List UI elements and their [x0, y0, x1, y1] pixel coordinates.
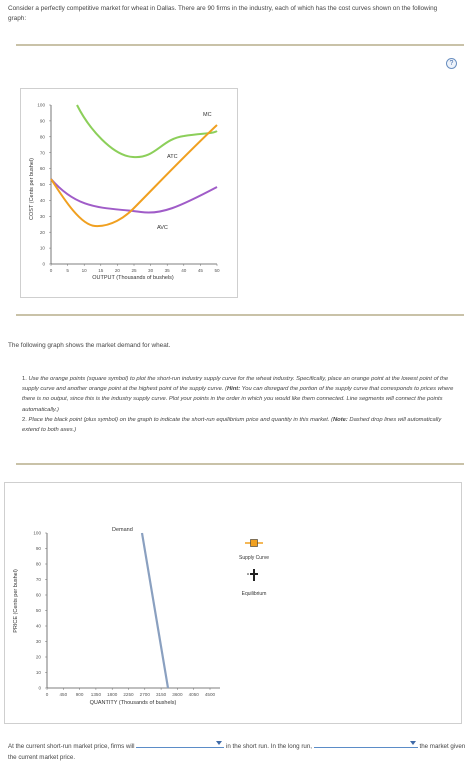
chevron-down-icon	[216, 741, 222, 745]
x-tick-label: 900	[75, 692, 84, 697]
x-tick-label: 3150	[155, 692, 167, 697]
instructions	[22, 374, 456, 435]
instruction-1: 1. Use the orange points (square symbol) to plot the short-run industry supply curve for the wheat industry. Specifically, place an orange point at the lowest point of the supply curve and another orange point at the highest point of the supply curve. (Hint: You can disregard the portion of the supply curve that corresponds to prices where there is no output, since this is the industry supply curve. Plot your points in the order in which you would like them connected. Line segments will connect the points automatically.)	[22, 376, 454, 413]
x-tick-label: 2700	[139, 692, 150, 697]
cost-y-ticks	[37, 103, 51, 267]
cost-graph-frame	[20, 88, 238, 298]
y-tick-label: 20	[35, 654, 41, 660]
x-tick-label: 40	[181, 268, 187, 273]
mc-label: MC	[203, 112, 212, 118]
x-tick-label: 35	[164, 268, 170, 273]
black-plus-icon[interactable]	[250, 569, 258, 581]
y-tick-label: 30	[35, 639, 41, 645]
cost-y-axis-title: COST (Cents per bushel)	[29, 158, 35, 220]
chevron-down-icon	[410, 741, 416, 745]
cost-x-axis-title: OUTPUT (Thousands of bushels)	[92, 275, 174, 281]
y-tick-label: 0	[42, 261, 45, 267]
help-icon[interactable]: ?	[446, 58, 457, 69]
x-tick-label: 3600	[172, 692, 183, 697]
y-tick-label: 20	[39, 229, 45, 235]
question-text-1: At the current short-run market price, firms will	[8, 743, 135, 750]
x-tick-label: 1350	[90, 692, 102, 697]
demand-label: Demand	[112, 527, 133, 533]
y-tick-label: 50	[35, 608, 41, 614]
price-y-axis-title: PRICE (Cents per bushel)	[13, 569, 19, 633]
avc-label: AVC	[157, 225, 168, 231]
short-run-select[interactable]	[136, 740, 224, 748]
question-text-3: the market given the current market price.	[8, 743, 466, 761]
atc-label: ATC	[167, 154, 178, 160]
x-tick-label: 4500	[204, 692, 216, 697]
demand-curve	[142, 533, 168, 688]
bottom-question	[8, 740, 468, 763]
divider-top	[16, 44, 464, 46]
y-tick-label: 40	[39, 198, 45, 203]
orange-square-icon[interactable]	[251, 540, 258, 547]
x-tick-label: 10	[81, 268, 87, 273]
market-graph[interactable]	[5, 483, 463, 725]
price-y-ticks	[33, 531, 47, 691]
cost-curves-panel	[16, 52, 464, 312]
market-graph-frame	[4, 482, 462, 724]
x-tick-label: 0	[49, 268, 53, 273]
market-panel	[13, 472, 464, 730]
x-tick-label: 50	[214, 268, 220, 273]
y-tick-label: 30	[39, 213, 45, 219]
equilibrium-tool[interactable]	[242, 569, 267, 597]
supply-curve-tool[interactable]	[239, 540, 269, 562]
question-text-2: in the short run. In the long run,	[226, 743, 313, 750]
y-tick-label: 40	[35, 623, 41, 629]
quantity-x-ticks	[46, 688, 216, 697]
y-tick-label: 80	[35, 561, 41, 567]
instruction-2: 2. Place the black point (plus symbol) on the graph to indicate the short-run equilibrium price and quantity in this market. (Note: Dashed drop lines will automatically extend to both axes.)	[22, 416, 442, 434]
y-tick-label: 90	[39, 118, 45, 124]
y-tick-label: 90	[35, 546, 41, 552]
x-tick-label: 1800	[107, 692, 118, 697]
divider-mid	[16, 314, 464, 316]
eq-dot	[247, 573, 249, 575]
intro-text: Consider a perfectly competitive market for wheat in Dallas. There are 90 firms in the industry, each of which has the cost curves shown on the following graph:	[8, 5, 438, 22]
y-tick-label: 10	[35, 670, 41, 676]
cost-x-ticks	[50, 264, 220, 273]
x-tick-label: 15	[98, 268, 104, 273]
quantity-x-axis-title: QUANTITY (Thousands of bushels)	[89, 700, 177, 706]
x-tick-label: 4050	[188, 692, 199, 697]
y-tick-label: 0	[38, 685, 41, 691]
x-tick-label: 450	[59, 692, 68, 697]
y-tick-label: 70	[39, 150, 45, 156]
x-tick-label: 20	[114, 268, 120, 273]
y-tick-label: 100	[33, 530, 41, 536]
y-tick-label: 50	[39, 182, 45, 188]
x-tick-label: 30	[148, 268, 154, 273]
x-tick-label: 25	[131, 268, 137, 273]
supply-curve-legend-label: Supply Curve	[238, 555, 270, 561]
y-tick-label: 10	[39, 245, 45, 251]
x-tick-label: 5	[66, 268, 69, 273]
y-tick-label: 80	[39, 134, 45, 140]
cost-y-axis-label	[29, 158, 35, 220]
y-tick-label: 70	[35, 577, 41, 583]
long-run-select[interactable]	[314, 740, 418, 748]
market-demand-text: The following graph shows the market demand for wheat.	[8, 342, 171, 349]
equilibrium-legend-label: Equilibrium	[241, 591, 267, 597]
divider-lower	[16, 463, 464, 465]
y-tick-label: 60	[39, 166, 45, 172]
atc-curve	[77, 105, 217, 157]
x-tick-label: 45	[197, 268, 203, 273]
x-tick-label: 2250	[123, 692, 134, 697]
x-tick-label: 0	[45, 692, 49, 697]
y-tick-label: 60	[35, 592, 41, 598]
y-tick-label: 100	[37, 102, 45, 108]
cost-graph[interactable]	[21, 89, 239, 299]
